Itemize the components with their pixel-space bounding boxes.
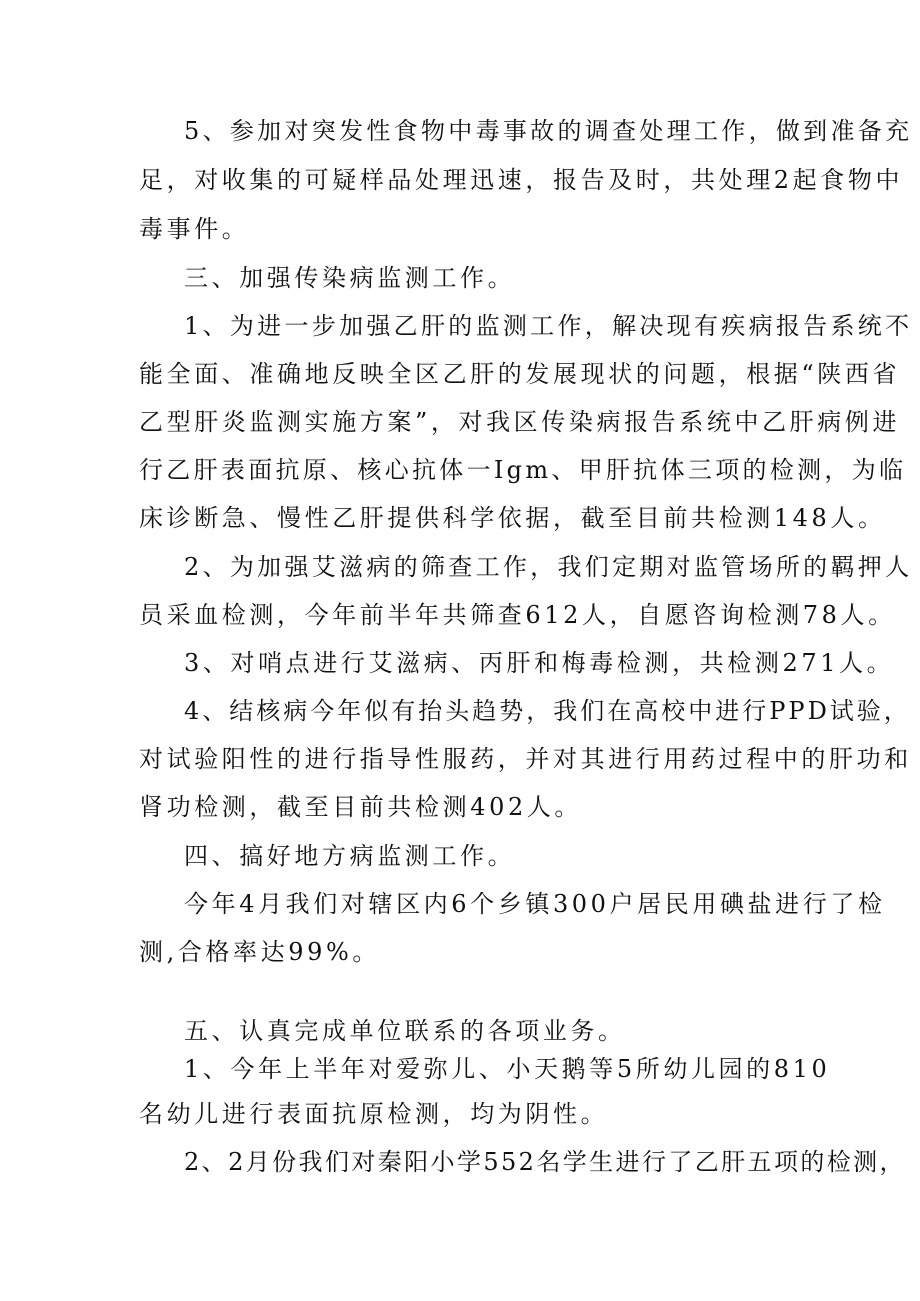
section-heading: 三、加强传染病监测工作。 [184,264,516,292]
text-line: 足，对收集的可疑样品处理迅速，报告及时，共处理2起食物中 [139,166,904,194]
text-line: 员采血检测，今年前半年共筛查612人，自愿咨询检测78人。 [139,601,896,629]
text-line: 测,合格率达99%。 [139,938,380,966]
text-line: 名幼儿进行表面抗原检测，均为阴性。 [139,1100,609,1128]
text-line: 今年4月我们对辖区内6个乡镇300户居民用碘盐进行了检 [184,890,886,918]
text-line: 乙型肝炎监测实施方案”，对我区传染病报告系统中乙肝病例进 [139,408,901,436]
text-line: 床诊断急、慢性乙肝提供科学依据，截至目前共检测148人。 [139,504,886,532]
text-line: 能全面、准确地反映全区乙肝的发展现状的问题，根据“陕西省 [139,360,901,388]
text-line: 行乙肝表面抗原、核心抗体一Igm、甲肝抗体三项的检测，为临 [139,456,907,484]
text-line: 3、对哨点进行艾滋病、丙肝和梅毒检测，共检测271人。 [184,649,895,677]
text-line: 4、结核病今年似有抬头趋势，我们在高校中进行PPD试验， [184,697,911,725]
text-line: 1、为进一步加强乙肝的监测工作，解决现有疾病报告系统不 [184,312,913,340]
section-heading: 五、认真完成单位联系的各项业务。 [184,1017,626,1045]
text-line: 2、2月份我们对秦阳小学552名学生进行了乙肝五项的检测， [184,1148,906,1176]
text-line: 肾功检测，截至目前共检测402人。 [139,793,583,821]
text-line: 毒事件。 [139,215,250,243]
text-line: 2、为加强艾滋病的筛查工作，我们定期对监管场所的羁押人 [184,553,913,581]
section-heading: 四、搞好地方病监测工作。 [184,842,516,870]
text-line: 5、参加对突发性食物中毒事故的调查处理工作，做到准备充 [184,117,913,145]
text-line: 1、今年上半年对爱弥儿、小天鹅等5所幼儿园的810 [184,1055,831,1083]
text-line: 对试验阳性的进行指导性服药，并对其进行用药过程中的肝功和 [139,745,912,773]
